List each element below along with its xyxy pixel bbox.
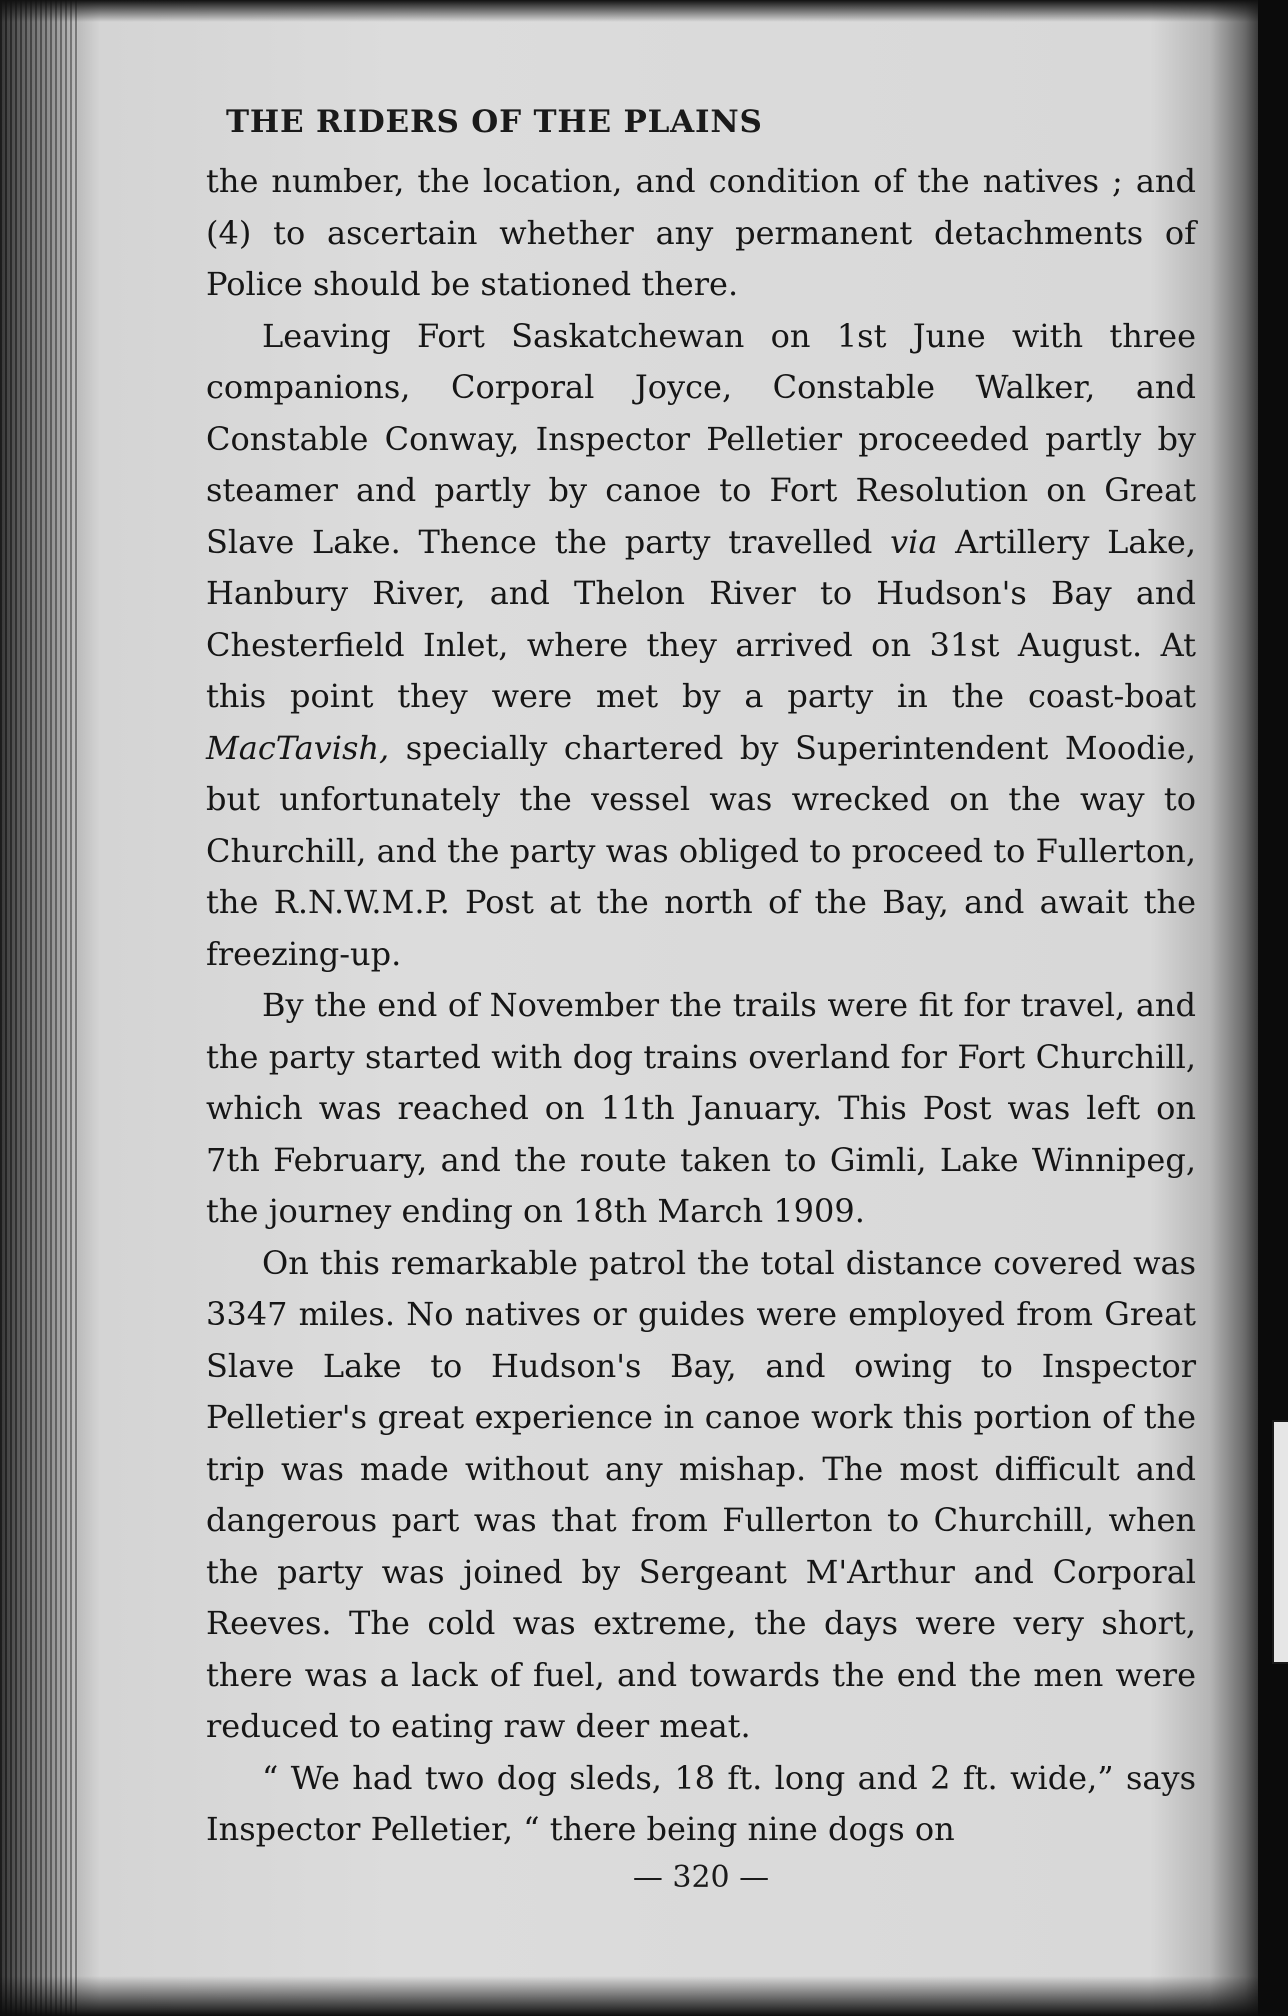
- adjacent-page-fragment: [1272, 1420, 1288, 1664]
- paragraph-4: On this remarkable patrol the total distance covered was 3347 miles. No natives or guides were employed from Great Slave Lake to Hudson's Bay, and owing to Inspector Pelletier's great experience in canoe work this portion of the trip was made without any mishap. The most difficult and dangerous part was that from Fullerton to Churchill, when the party was joined by Sergeant M'Arthur and Corporal Reeves. The cold was extreme, the days were very short, there was a lack of fuel, and towards the end the men were reduced to eating raw deer meat.: [206, 1243, 1196, 1745]
- paragraph-5: “ We had two dog sleds, 18 ft. long and 2 ft. wide,” says Inspector Pelletier, “ there being nine dogs on: [206, 1758, 1196, 1848]
- book-spine-edge: [0, 0, 78, 2016]
- page-number: — 320 —: [632, 1859, 770, 1895]
- paragraph-2-part-2: Artillery Lake, Hanbury River, and Thelon River to Hudson's Bay and Chesterfield Inlet, where they arrived on 31st August. At this point they were met by a party in the coast-boat: [206, 522, 1197, 715]
- bottom-shadow: [0, 1976, 1288, 2016]
- paragraph-2-part-3: specially chartered by Superintendent Moodie, but unfortunately the vessel was wrecked on the way to Churchill, and the party was obliged to proceed to Fullerton, the R.N.W.M.P. Post at the north of the Bay, and await the freezing-up.: [206, 728, 1196, 973]
- paragraph-3: By the end of November the trails were fit for travel, and the party started with dog trains overland for Fort Churchill, which was reached on 11th January. This Post was left on 7th February, and the route taken to Gimli, Lake Winnipeg, the journey ending on 18th March 1909.: [206, 986, 1196, 1230]
- right-page-edge: [1258, 0, 1288, 2016]
- body-text: [206, 156, 1196, 1856]
- page-content: [206, 104, 1196, 1954]
- italic-via: via: [890, 522, 938, 561]
- running-title: THE RIDERS OF THE PLAINS: [226, 104, 763, 140]
- paragraph-2: [206, 311, 1196, 981]
- paragraph-2-part-1: Leaving Fort Saskatchewan on 1st June with three companions, Corporal Joyce, Constable Walker, and Constable Conway, Inspector Pelletier proceeded partly by steamer and partly by canoe to Fort Resolution on Great Slave Lake. Thence the party travelled: [206, 316, 1196, 561]
- top-shadow: [0, 0, 1288, 22]
- paragraph-1: the number, the location, and condition of the natives ; and (4) to ascertain whether any permanent detachments of Police should be stationed there.: [206, 162, 1196, 303]
- italic-ship-name: MacTavish,: [206, 728, 390, 767]
